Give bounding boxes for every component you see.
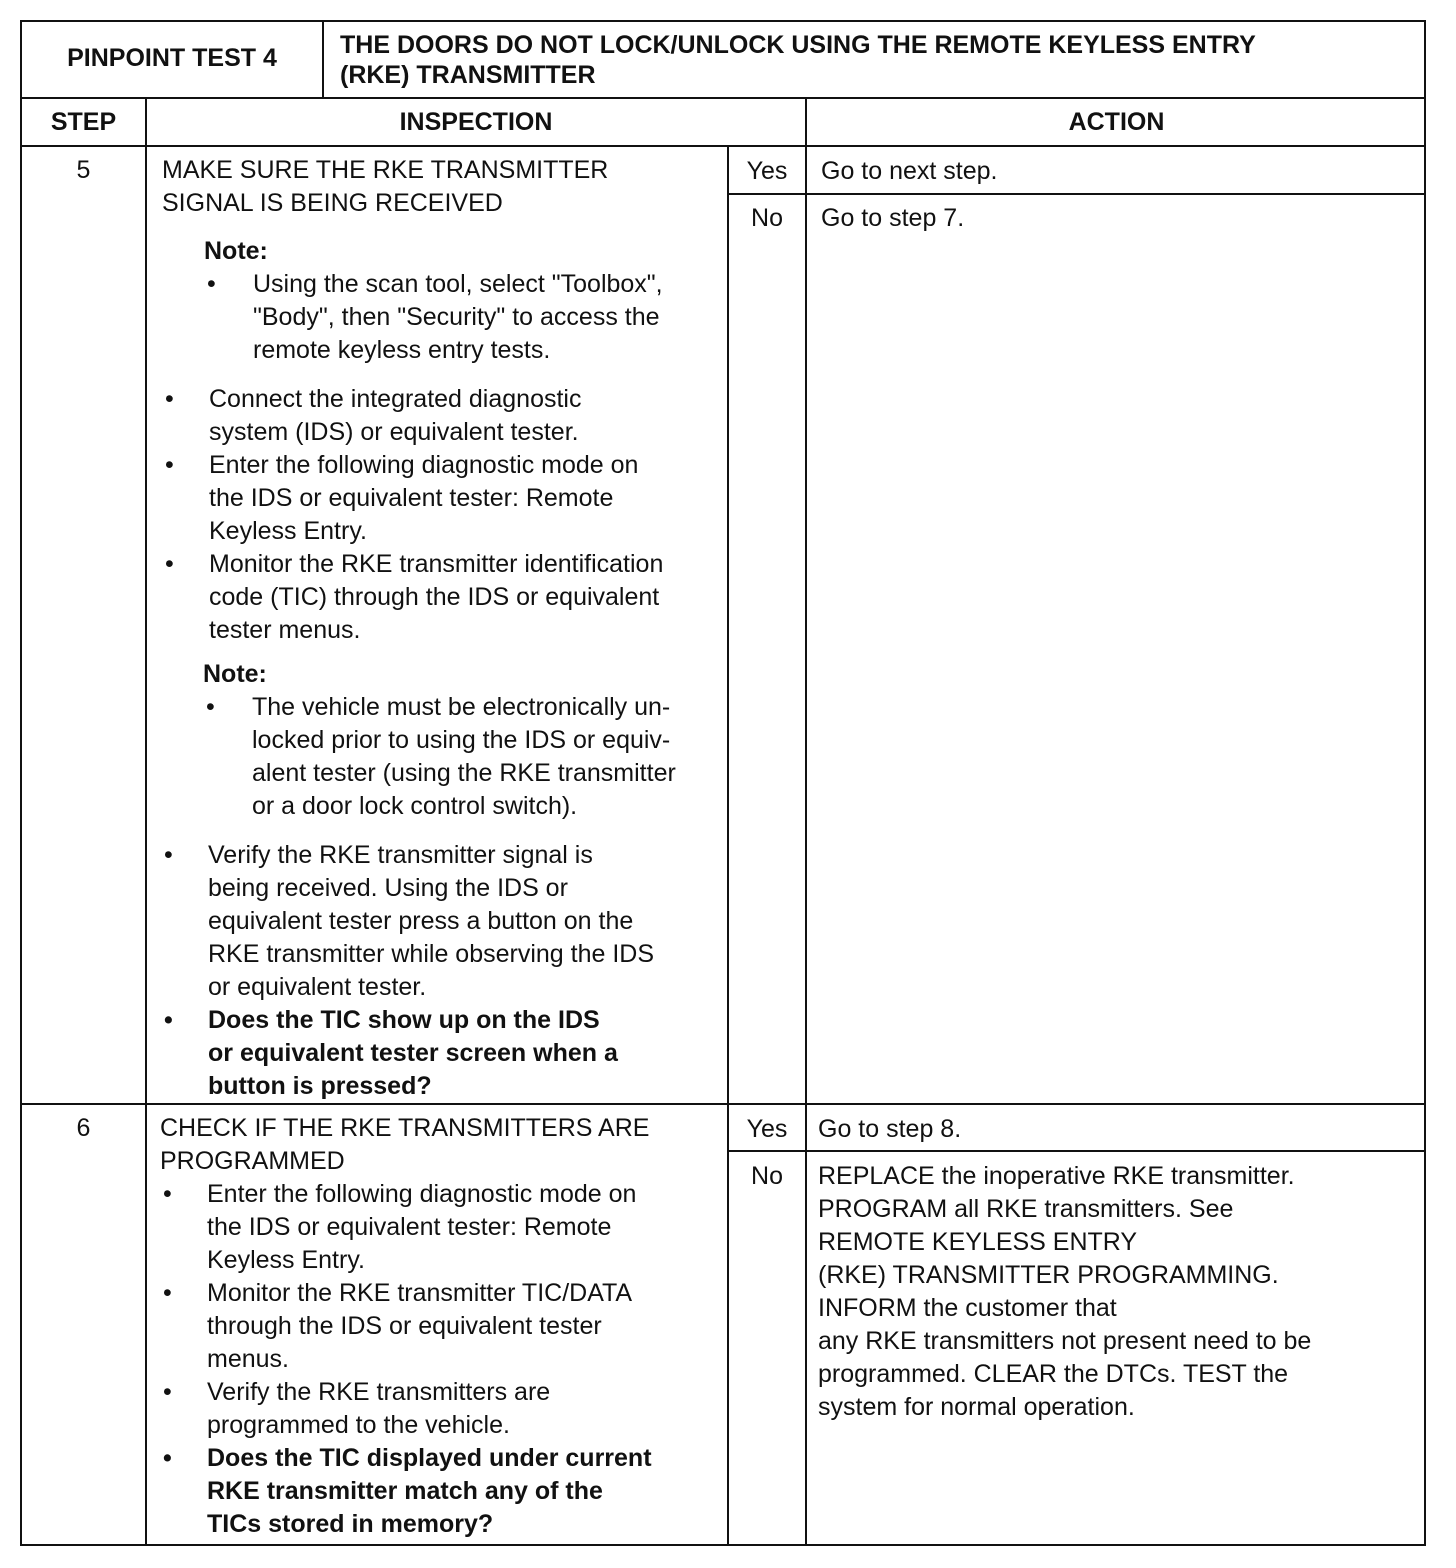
note-line: locked prior to using the IDS or equiv- bbox=[252, 726, 671, 754]
list-item-line: programmed to the vehicle. bbox=[207, 1411, 510, 1439]
step-title-line: SIGNAL IS BEING RECEIVED bbox=[162, 189, 503, 217]
list-item-line: Monitor the RKE transmitter identification bbox=[209, 550, 664, 578]
test-title-line-1: THE DOORS DO NOT LOCK/UNLOCK USING THE REMOTE KEYLESS ENTRY bbox=[340, 31, 1256, 59]
note-item bbox=[207, 268, 715, 367]
bullet-icon: • bbox=[163, 1180, 172, 1208]
list-item-line: Enter the following diagnostic mode on bbox=[207, 1180, 637, 1208]
yes-action: Go to step 8. bbox=[818, 1115, 962, 1143]
no-action-line: programmed. CLEAR the DTCs. TEST the bbox=[818, 1360, 1289, 1388]
question-line: or equivalent tester screen when a bbox=[208, 1039, 618, 1067]
no-action-line: (RKE) TRANSMITTER PROGRAMMING. bbox=[818, 1261, 1279, 1289]
test-title bbox=[340, 30, 1256, 90]
step-title bbox=[162, 154, 608, 220]
action-col-divider bbox=[805, 97, 807, 1546]
list-item-line: system (IDS) or equivalent tester. bbox=[209, 418, 579, 446]
test-title-line-2: (RKE) TRANSMITTER bbox=[340, 61, 596, 89]
list-item bbox=[165, 449, 663, 548]
list-item-line: Keyless Entry. bbox=[207, 1246, 365, 1274]
bullet-icon: • bbox=[163, 1279, 172, 1307]
bullet-icon: • bbox=[207, 270, 216, 298]
no-action-line: INFORM the customer that bbox=[818, 1294, 1117, 1322]
column-header-inspection: INSPECTION bbox=[399, 108, 553, 136]
note-line: or a door lock control switch). bbox=[252, 792, 578, 820]
list-item-line: or equivalent tester. bbox=[208, 973, 427, 1001]
column-header-divider bbox=[20, 145, 1426, 147]
list-item bbox=[165, 383, 663, 449]
list-item-line: RKE transmitter while observing the IDS bbox=[208, 940, 655, 968]
test-id: PINPOINT TEST 4 bbox=[67, 44, 277, 72]
list-item-line: tester menus. bbox=[209, 616, 361, 644]
list-item bbox=[165, 548, 664, 647]
question-line: Does the TIC show up on the IDS bbox=[208, 1006, 600, 1034]
yes-label: Yes bbox=[746, 157, 788, 185]
step5-yes-no-divider bbox=[727, 193, 1426, 195]
step-divider bbox=[20, 1103, 1426, 1105]
list-item bbox=[163, 1178, 652, 1277]
list-item-line: the IDS or equivalent tester: Remote bbox=[209, 484, 614, 512]
note-line: "Body", then "Security" to access the bbox=[253, 303, 660, 331]
yes-action: Go to next step. bbox=[821, 157, 998, 185]
no-action bbox=[818, 1160, 1311, 1424]
step-number: 5 bbox=[76, 156, 91, 184]
question-line: button is pressed? bbox=[208, 1072, 432, 1100]
note-list bbox=[207, 268, 715, 367]
step-title bbox=[160, 1112, 649, 1178]
list-item-line: equivalent tester press a button on the bbox=[208, 907, 634, 935]
bullet-icon: • bbox=[165, 550, 174, 578]
question-line: TICs stored in memory? bbox=[207, 1510, 494, 1538]
note-line: remote keyless entry tests. bbox=[253, 336, 551, 364]
step6-yes-no-divider bbox=[727, 1150, 1426, 1152]
note-list bbox=[206, 691, 715, 823]
note-label: Note: bbox=[204, 237, 268, 265]
list-item-line: the IDS or equivalent tester: Remote bbox=[207, 1213, 612, 1241]
bullet-icon: • bbox=[163, 1378, 172, 1406]
no-label: No bbox=[751, 1162, 783, 1190]
bullet-icon: • bbox=[165, 385, 174, 413]
step-number: 6 bbox=[76, 1114, 91, 1142]
instruction-list bbox=[164, 839, 655, 1103]
step-col-divider bbox=[145, 97, 147, 1546]
note-line: The vehicle must be electronically un- bbox=[252, 693, 671, 721]
note-item bbox=[206, 691, 715, 823]
bullet-icon: • bbox=[164, 1006, 173, 1034]
step-title-line: PROGRAMMED bbox=[160, 1147, 345, 1175]
no-action-line: PROGRAM all RKE transmitters. See bbox=[818, 1195, 1234, 1223]
list-item-line: Verify the RKE transmitters are bbox=[207, 1378, 551, 1406]
no-label: No bbox=[751, 204, 783, 232]
list-item bbox=[164, 839, 655, 1004]
list-item-line: Keyless Entry. bbox=[209, 517, 367, 545]
bullet-icon: • bbox=[206, 693, 215, 721]
list-item-line: Monitor the RKE transmitter TIC/DATA bbox=[207, 1279, 633, 1307]
list-item bbox=[163, 1277, 652, 1376]
list-item-line: being received. Using the IDS or bbox=[208, 874, 568, 902]
list-item-line: menus. bbox=[207, 1345, 289, 1373]
instruction-list bbox=[163, 1178, 652, 1541]
list-item-line: through the IDS or equivalent tester bbox=[207, 1312, 602, 1340]
list-item bbox=[163, 1376, 652, 1442]
question-item bbox=[163, 1442, 652, 1541]
bullet-icon: • bbox=[163, 1444, 172, 1472]
yes-label: Yes bbox=[746, 1115, 788, 1143]
header-col-divider bbox=[322, 20, 324, 97]
no-action-line: REMOTE KEYLESS ENTRY bbox=[818, 1228, 1138, 1256]
bullet-icon: • bbox=[164, 841, 173, 869]
header-divider bbox=[20, 97, 1426, 99]
question-item bbox=[164, 1004, 654, 1103]
note-line: alent tester (using the RKE transmitter bbox=[252, 759, 676, 787]
no-action-line: any RKE transmitters not present need to be bbox=[818, 1327, 1312, 1355]
step-title-line: MAKE SURE THE RKE TRANSMITTER bbox=[162, 156, 609, 184]
list-item-line: Enter the following diagnostic mode on bbox=[209, 451, 639, 479]
step-title-line: CHECK IF THE RKE TRANSMITTERS ARE bbox=[160, 1114, 650, 1142]
no-action-line: REPLACE the inoperative RKE transmitter. bbox=[818, 1162, 1295, 1190]
list-item-line: Verify the RKE transmitter signal is bbox=[208, 841, 593, 869]
list-item-line: Connect the integrated diagnostic bbox=[209, 385, 582, 413]
column-header-action: ACTION bbox=[1068, 108, 1165, 136]
yes-no-col-divider bbox=[727, 145, 729, 1546]
question-line: Does the TIC displayed under current bbox=[207, 1444, 652, 1472]
list-item-line: code (TIC) through the IDS or equivalent bbox=[209, 583, 660, 611]
no-action-line: system for normal operation. bbox=[818, 1393, 1135, 1421]
no-action: Go to step 7. bbox=[821, 204, 965, 232]
bullet-icon: • bbox=[165, 451, 174, 479]
column-header-step: STEP bbox=[50, 108, 117, 136]
note-label: Note: bbox=[203, 660, 267, 688]
instruction-list bbox=[165, 383, 664, 647]
note-line: Using the scan tool, select "Toolbox", bbox=[253, 270, 663, 298]
question-line: RKE transmitter match any of the bbox=[207, 1477, 603, 1505]
